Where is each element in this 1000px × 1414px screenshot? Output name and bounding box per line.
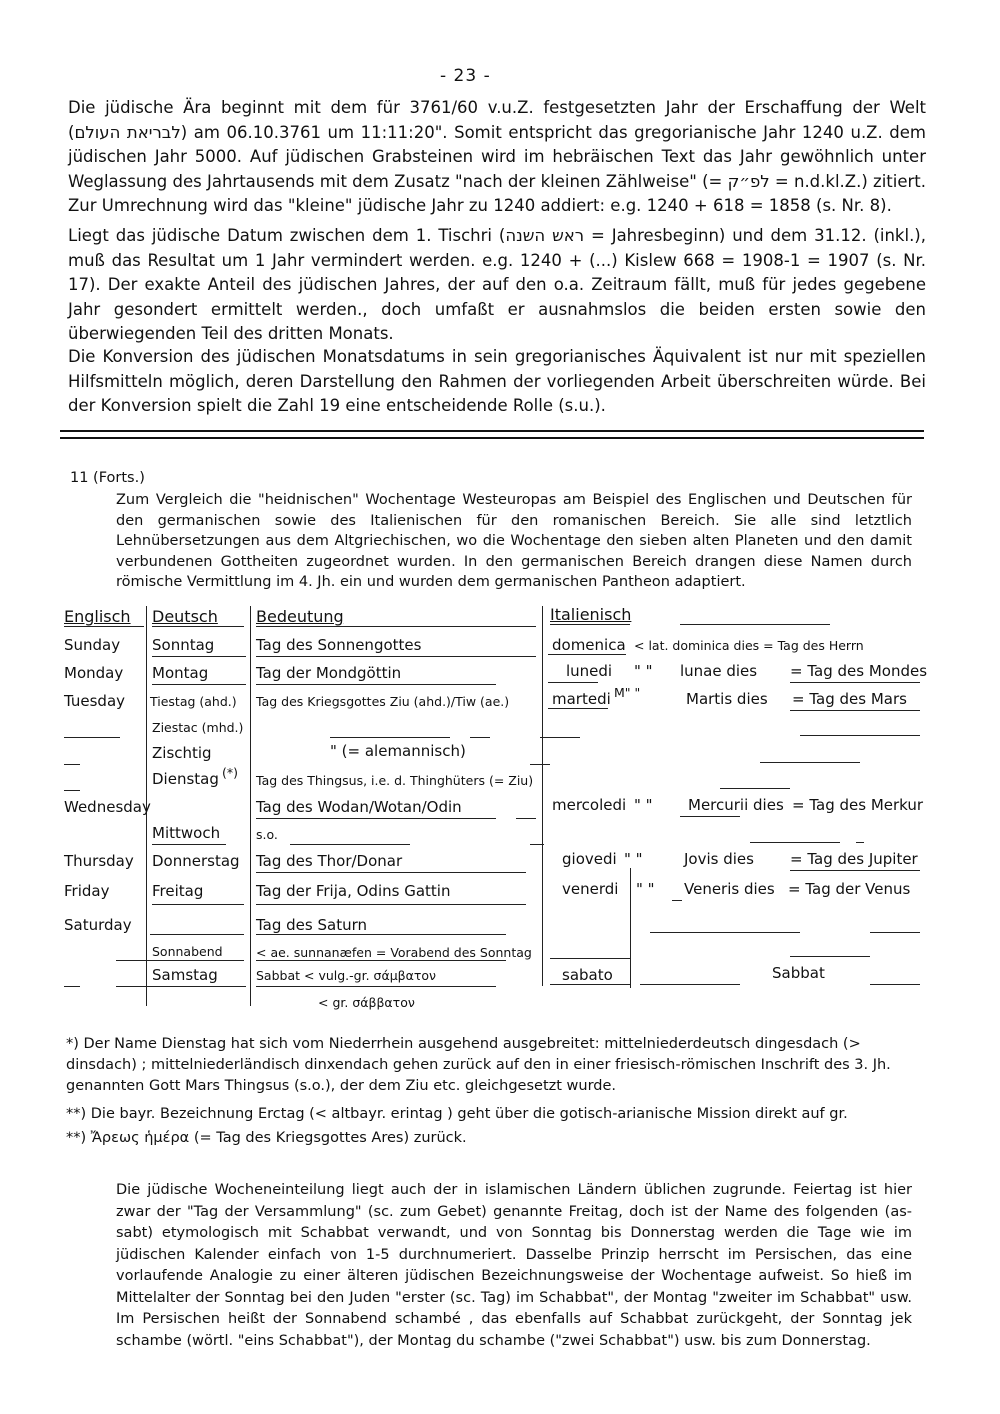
footnote-erctag: **) Die bayr. Bezeichnung Erctag (< altbayr. erintag ) geht über die gotisch-arianische Mission direkt auf gr. bbox=[66, 1106, 848, 1122]
table-line bbox=[256, 818, 496, 819]
table-line bbox=[790, 870, 920, 871]
table-line bbox=[64, 626, 144, 627]
cell-donnerstag: Donnerstag bbox=[152, 852, 240, 870]
note-intro: Zum Vergleich die "heidnischen" Wochentage Westeuropas am Beispiel des Englischen und Deutschen für den germanischen sowie des Italienischen für den romanischen Bereich. Sie alle sind letztlich Lehnübersetzungen aus dem Altgriechischen, wo die Wochentage den sieben alten Planeten und den damit verbundenen Gottheiten zugeordnet wurden. In den germanischen Bereich drangen diese Namen durch römische Vermittlung im 4. Jh. ein und wurden dem germanischen Pantheon adaptiert. bbox=[116, 492, 912, 590]
table-line bbox=[256, 626, 536, 627]
table-vline-4 bbox=[630, 868, 631, 988]
cell-saturn-bed: Tag des Saturn bbox=[256, 916, 368, 934]
table-line bbox=[530, 764, 550, 765]
table-line bbox=[330, 737, 450, 738]
table-line bbox=[152, 904, 244, 905]
table-line bbox=[790, 956, 870, 957]
cell-mittwoch: Mittwoch bbox=[152, 824, 221, 842]
table-line bbox=[540, 737, 580, 738]
table-line bbox=[256, 960, 506, 961]
cell-ditto-fri: " " bbox=[636, 880, 655, 898]
cell-thursday: Thursday bbox=[64, 852, 134, 870]
cell-tuesday: Tuesday bbox=[64, 692, 126, 710]
table-vline-2 bbox=[250, 606, 251, 1006]
table-line bbox=[870, 932, 920, 933]
cell-friday: Friday bbox=[64, 882, 110, 900]
cell-jovis: Jovis dies bbox=[684, 850, 754, 868]
table-vline-3 bbox=[542, 606, 543, 986]
cell-veneris-bed: = Tag der Venus bbox=[788, 880, 911, 898]
table-line bbox=[550, 624, 630, 625]
cell-sabbat: Sabbat bbox=[772, 964, 825, 982]
cell-sunday: Sunday bbox=[64, 636, 121, 654]
table-line bbox=[64, 764, 80, 765]
footnote-dienstag: *) Der Name Dienstag hat sich vom Niederrhein ausgehend ausgebreitet: mittelniederdeutsch dingesdach (> dinsdach) ; mittelniederländisch dinxendach gehen zurück auf den in einer friesisch-römischen Inschrift des 3. Jh. genannten Gott Mars Thingsus (s.o.), der dem Ziu etc. gleichgesetzt wurde. bbox=[66, 1036, 891, 1094]
cell-martis-bed: = Tag des Mars bbox=[792, 690, 907, 708]
table-line bbox=[640, 984, 740, 985]
cell-samstag-bed: Sabbat < vulg.-gr. σάμβατον bbox=[256, 968, 437, 983]
table-line bbox=[790, 710, 920, 711]
note-header: 11 (Forts.) bbox=[70, 470, 145, 486]
cell-zischtig: Zischtig bbox=[152, 744, 212, 762]
cell-wednesday: Wednesday bbox=[64, 798, 151, 816]
table-line bbox=[550, 984, 630, 985]
cell-sonntag: Sonntag bbox=[152, 636, 215, 654]
table-line bbox=[790, 682, 920, 683]
cell-saturday: Saturday bbox=[64, 916, 132, 934]
table-line bbox=[856, 842, 864, 843]
table-line bbox=[550, 958, 630, 959]
cell-monday: Monday bbox=[64, 664, 124, 682]
cell-ziestac: Ziestac (mhd.) bbox=[152, 720, 244, 735]
cell-zischtig-bed: " (= alemannisch) bbox=[330, 742, 466, 760]
table-line bbox=[256, 656, 536, 657]
cell-wodan-bed: Tag des Wodan/Wotan/Odin bbox=[256, 798, 462, 816]
table-line bbox=[530, 844, 544, 845]
table-line bbox=[870, 984, 920, 985]
cell-sabato: sabato bbox=[562, 966, 613, 984]
cell-mittwoch-bed: s.o. bbox=[256, 827, 278, 842]
cell-lunae: lunae dies bbox=[680, 662, 758, 680]
table-line bbox=[800, 735, 920, 736]
cell-martedi: martedi bbox=[552, 690, 611, 708]
cell-martis: Martis dies bbox=[686, 690, 768, 708]
table-line bbox=[116, 960, 244, 961]
paragraph-era: Die jüdische Ära beginnt mit dem für 3761/60 v.u.Z. festgesetzten Jahr der Erschaffung der Welt (לבריאת העולם) am 06.10.3761 um 11:11:20". Somit entspricht das gregorianische Jahr 1240 u.Z. dem jüdischen Jahr 5000. Auf jüdischen Grabsteinen wird im hebräischen Text das Jahr gewöhnlich unter Weglassung des Jahrtausends mit dem Zusatz "nach der kleinen Zählweise" (= לפ״ק = n.d.kl.Z.) zitiert. Zur Umrechnung wird das "kleine" jüdische Jahr zu 1240 addiert: e.g. 1240 + 618 = 1858 (s. Nr. 8). bbox=[68, 98, 926, 215]
cell-freitag-bed: Tag der Frija, Odins Gattin bbox=[256, 882, 451, 900]
cell-domenica: domenica bbox=[552, 636, 626, 654]
table-line bbox=[256, 934, 506, 935]
cell-veneris: Veneris dies bbox=[684, 880, 775, 898]
cell-martedi-mark: M" " bbox=[614, 685, 641, 700]
cell-montag: Montag bbox=[152, 664, 209, 682]
table-line bbox=[64, 790, 80, 791]
table-line bbox=[290, 844, 410, 845]
table-line bbox=[470, 737, 490, 738]
closing-paragraph: Die jüdische Wocheneinteilung liegt auch der in islamischen Ländern üblichen zugrunde. Feiertag ist hier zwar der "Tag der Versammlung" (sc. zum Gebet) genannte Freitag, doch ist der Name des folgenden (as-sabt) etymologisch mit Schabbat verwandt, und von Sonntag bis Donnerstag werden die Tage wie im jüdischen Kalender einfach von 1-5 durchnumeriert. Dasselbe Prinzip herrscht im Persischen, das eine vorlaufende Analogie zu einer älteren jüdischen Bezeichnungsweise der Wochentage aufweist. So hieß im Mittelalter der Sonntag bei den Juden "erster (sc. Tag) im Schabbat", der Montag "zweiter im Schabbat" usw. Im Persischen heißt der Sonnabend schambé , das ebenfalls auf Schabbat zurückgeht, der Sonntag jek schambe (wörtl. "eins Schabbat"), der Montag du schambe ("zwei Schabbat") usw. bis zum Donnerstag. bbox=[116, 1182, 912, 1349]
table-line bbox=[720, 788, 790, 789]
cell-ditto-mon: " " bbox=[634, 662, 653, 680]
table-line bbox=[256, 904, 526, 905]
table-line bbox=[548, 708, 608, 709]
cell-mercurii-bed: = Tag des Merkur bbox=[792, 796, 924, 814]
cell-giovedi: giovedi bbox=[562, 850, 617, 868]
cell-samstag-bed2: < gr. σάββατον bbox=[318, 995, 415, 1010]
table-line bbox=[256, 986, 496, 987]
cell-donnerstag-bed: Tag des Thor/Donar bbox=[256, 852, 403, 870]
cell-dienstag-mark: (*) bbox=[222, 765, 239, 780]
table-line bbox=[152, 626, 244, 627]
header-bedeutung: Bedeutung bbox=[256, 607, 344, 626]
table-line bbox=[548, 654, 626, 655]
table-line bbox=[150, 934, 244, 935]
table-line bbox=[64, 737, 120, 738]
paragraph-tishri: Liegt das jüdische Datum zwischen dem 1. Tischri (ראש השנה = Jahresbeginn) und dem 31.12. (inkl.), muß das Resultat um 1 Jahr vermindert werden. e.g. 1240 + (...) Kislew 668 = 1908-1 = 1907 (s. Nr. 17). Der exakte Anteil des jüdischen Jahres, der auf den o.a. Zeitraum fällt, muß für jedes gegebene Jahr gesondert ermittelt werden., doch umfaßt er ausnahmslos die beiden ersten sowie den überwiegenden Teil des dritten Monats. bbox=[68, 226, 926, 343]
table-line bbox=[760, 762, 860, 763]
cell-sonntag-bed: Tag des Sonnengottes bbox=[256, 636, 422, 654]
table-line bbox=[680, 816, 740, 817]
table-line bbox=[152, 656, 246, 657]
cell-lunae-bed: = Tag des Mondes bbox=[790, 662, 928, 680]
footnote-ares: **) Ἄρεως ἡμέρα (= Tag des Kriegsgottes Ares) zurück. bbox=[66, 1130, 467, 1146]
cell-sonnabend-bed: < ae. sunnanæfen = Vorabend des Sonntag bbox=[256, 945, 532, 960]
cell-ditto-wed: " " bbox=[634, 796, 653, 814]
cell-ditto-thu: " " bbox=[624, 850, 643, 868]
header-deutsch: Deutsch bbox=[152, 607, 218, 626]
cell-montag-bed: Tag der Mondgöttin bbox=[256, 664, 402, 682]
cell-dienstag-bed: Tag des Thingsus, i.e. d. Thinghüters (= Ziu) bbox=[256, 773, 534, 788]
paragraph-conversion: Die Konversion des jüdischen Monatsdatums in sein gregorianisches Äquivalent ist nur mit speziellen Hilfsmitteln möglich, deren Darstellung den Rahmen der vorliegenden Arbeit überschreiten würde. Bei der Konversion spielt die Zahl 19 eine entscheidende Rolle (s.u.). bbox=[68, 347, 926, 415]
table-line bbox=[650, 932, 800, 933]
cell-venerdi: venerdi bbox=[562, 880, 619, 898]
cell-freitag: Freitag bbox=[152, 882, 204, 900]
table-line bbox=[64, 986, 80, 987]
table-line bbox=[256, 872, 526, 873]
cell-sonnabend: Sonnabend bbox=[152, 944, 223, 959]
table-line bbox=[548, 682, 598, 683]
table-line bbox=[116, 986, 246, 987]
cell-samstag: Samstag bbox=[152, 966, 218, 984]
page-number: - 23 - bbox=[440, 66, 491, 86]
table-line bbox=[152, 844, 226, 845]
table-line bbox=[152, 684, 246, 685]
table-line bbox=[256, 684, 496, 685]
cell-tiestag: Tiestag (ahd.) bbox=[150, 694, 237, 709]
table-line bbox=[516, 818, 536, 819]
cell-mercurii: Mercurii dies bbox=[688, 796, 784, 814]
cell-lunedi: lunedi bbox=[566, 662, 613, 680]
table-line bbox=[680, 624, 830, 625]
table-line bbox=[750, 842, 840, 843]
table-line bbox=[672, 900, 682, 901]
header-english: Englisch bbox=[64, 607, 131, 626]
cell-domenica-bed: < lat. dominica dies = Tag des Herrn bbox=[634, 638, 864, 653]
cell-jovis-bed: = Tag des Jupiter bbox=[790, 850, 918, 868]
cell-dienstag: Dienstag bbox=[152, 770, 219, 788]
cell-mercoledi: mercoledi bbox=[552, 796, 627, 814]
cell-tiestag-bed: Tag des Kriegsgottes Ziu (ahd.)/Tiw (ae.) bbox=[256, 694, 510, 709]
header-italienisch: Italienisch bbox=[550, 605, 632, 624]
